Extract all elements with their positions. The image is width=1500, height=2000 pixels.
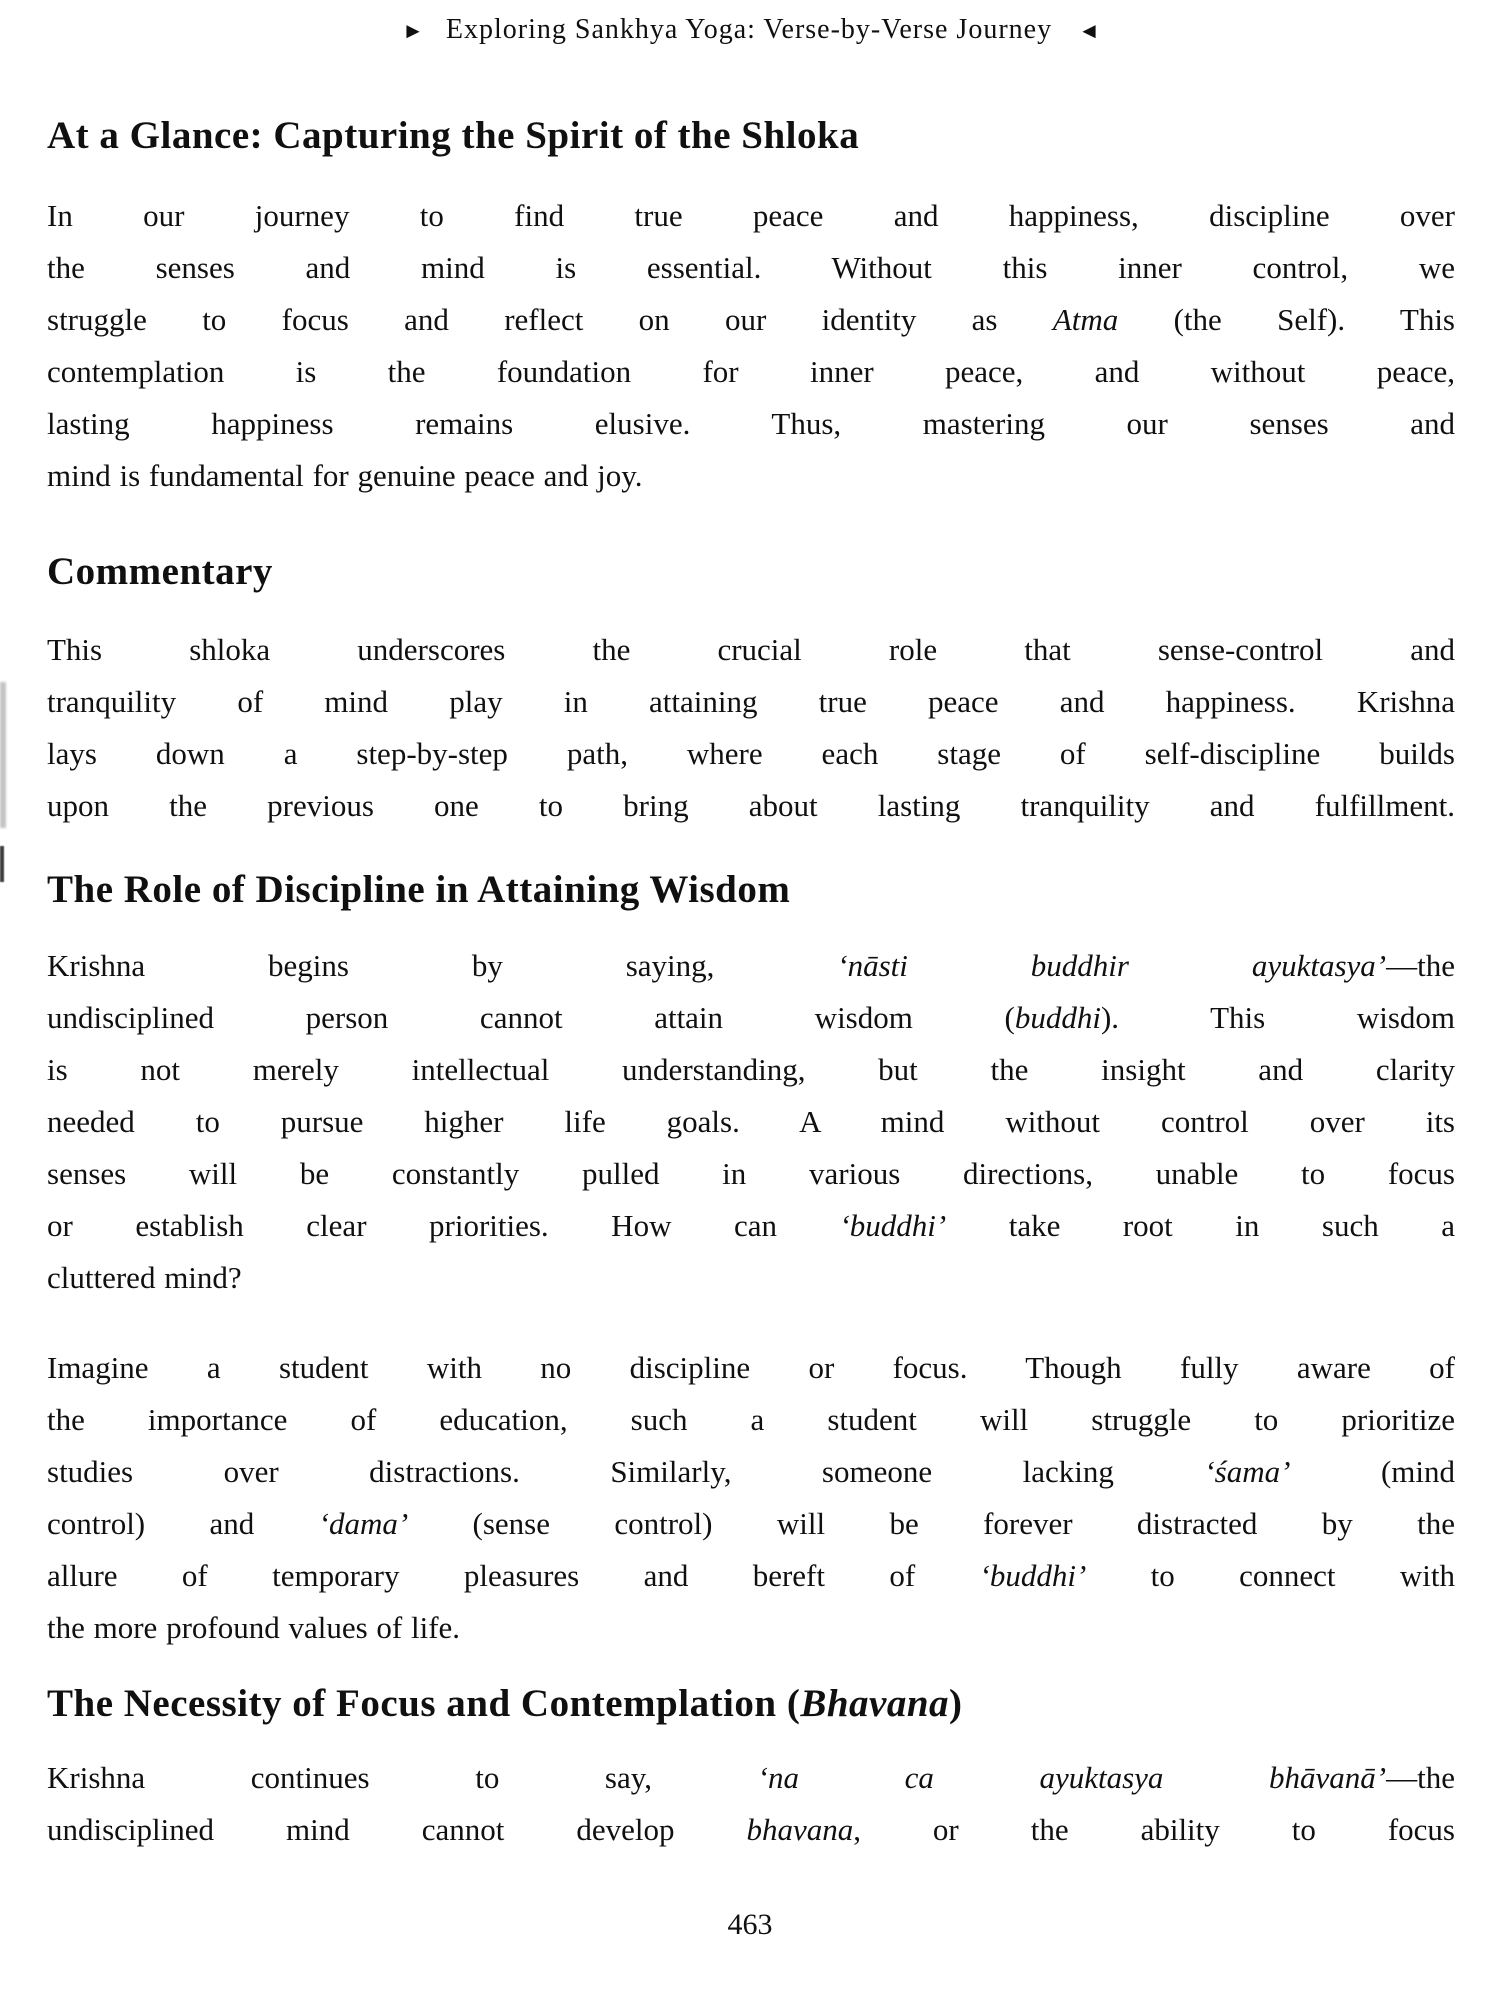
paragraph-commentary bbox=[47, 624, 1455, 832]
text-line: upon the previous one to bring about lasting tranquility and fulfillment. bbox=[47, 788, 1455, 823]
section-heading-commentary: Commentary bbox=[47, 550, 273, 593]
text-line: cluttered mind? bbox=[47, 1260, 242, 1295]
text-line: senses will be constantly pulled in various directions, unable to focus bbox=[47, 1156, 1455, 1191]
paragraph-necessity-of-focus bbox=[47, 1752, 1455, 1856]
text-line: the more profound values of life. bbox=[47, 1610, 461, 1645]
page-number: 463 bbox=[727, 1908, 773, 1941]
scan-artifact-light bbox=[0, 682, 6, 828]
paragraph-role-of-discipline-1 bbox=[47, 940, 1455, 1304]
running-header bbox=[47, 12, 1455, 48]
text-line: Krishna begins by saying, ‘nāsti buddhir ayuktasya’—the bbox=[47, 948, 1455, 983]
text-line: studies over distractions. Similarly, someone lacking ‘śama’ (mind bbox=[47, 1454, 1455, 1489]
text-line: is not merely intellectual understanding, but the insight and clarity bbox=[47, 1052, 1455, 1087]
text-line: undisciplined mind cannot develop bhavana, or the ability to focus bbox=[47, 1812, 1455, 1847]
paragraph-at-a-glance bbox=[47, 190, 1455, 502]
scan-artifact-dark bbox=[0, 846, 4, 882]
text-line: needed to pursue higher life goals. A mind without control over its bbox=[47, 1104, 1455, 1139]
text-line: In our journey to find true peace and happiness, discipline over bbox=[47, 198, 1455, 233]
text-line: allure of temporary pleasures and bereft of ‘buddhi’ to connect with bbox=[47, 1558, 1456, 1593]
text-line: Imagine a student with no discipline or focus. Though fully aware of bbox=[47, 1350, 1455, 1385]
text-line: or establish clear priorities. How can ‘buddhi’ take root in such a bbox=[47, 1208, 1455, 1243]
running-header-title: Exploring Sankhya Yoga: Verse-by-Verse Journey bbox=[445, 14, 1053, 45]
text-line: lasting happiness remains elusive. Thus, mastering our senses and bbox=[47, 406, 1455, 441]
section-heading-at-a-glance: At a Glance: Capturing the Spirit of the Shloka bbox=[47, 114, 860, 157]
text-line: control) and ‘dama’ (sense control) will be forever distracted by the bbox=[47, 1506, 1456, 1541]
paragraph-role-of-discipline-2 bbox=[47, 1342, 1455, 1654]
text-line: contemplation is the foundation for inner peace, and without peace, bbox=[47, 354, 1455, 389]
text-line: tranquility of mind play in attaining true peace and happiness. Krishna bbox=[47, 684, 1455, 719]
section-heading-necessity-of-focus: The Necessity of Focus and Contemplation (Bhavana) bbox=[47, 1682, 963, 1725]
text-line: undisciplined person cannot attain wisdom (buddhi). This wisdom bbox=[47, 1000, 1455, 1035]
section-heading-role-of-discipline: The Role of Discipline in Attaining Wisdom bbox=[47, 868, 791, 911]
text-line: struggle to focus and reflect on our identity as Atma (the Self). This bbox=[47, 302, 1455, 337]
text-line: mind is fundamental for genuine peace and joy. bbox=[47, 458, 643, 493]
page-footer bbox=[0, 1908, 1500, 1942]
text-line: the importance of education, such a student will struggle to prioritize bbox=[47, 1402, 1455, 1437]
text-line: This shloka underscores the crucial role that sense-control and bbox=[47, 632, 1455, 667]
left-triangle-icon: ◄ bbox=[1078, 18, 1100, 43]
text-line: the senses and mind is essential. Without this inner control, we bbox=[47, 250, 1455, 285]
right-triangle-icon: ► bbox=[402, 18, 424, 43]
text-line: lays down a step-by-step path, where each stage of self-discipline builds bbox=[47, 736, 1455, 771]
text-line: Krishna continues to say, ‘na ca ayuktasya bhāvanā’—the bbox=[47, 1760, 1455, 1795]
